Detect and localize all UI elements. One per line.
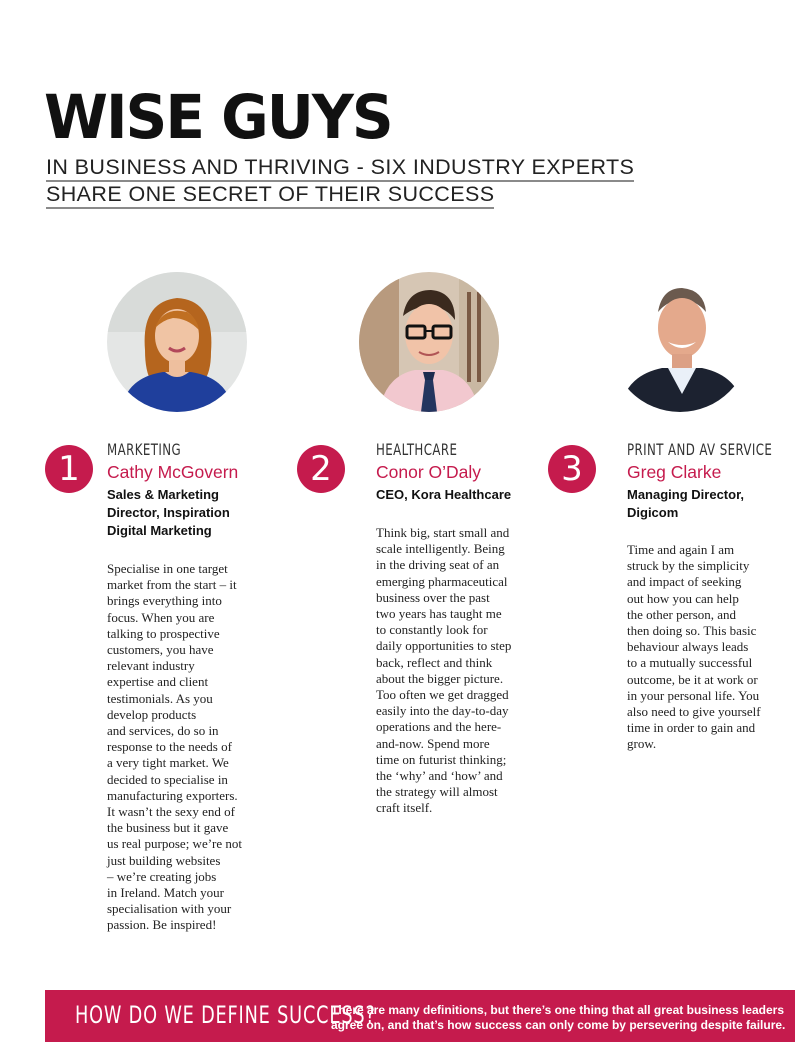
quote-line: in your personal life. You <box>627 687 760 703</box>
expert-industry: PRINT AND AV SERVICE <box>627 440 773 459</box>
expert-name: Cathy McGovern <box>107 462 239 482</box>
expert-role: Sales & Marketing Director, Inspiration Digital Marketing <box>107 487 230 538</box>
quote-line: time in order to gain and <box>627 720 756 736</box>
quote-line: outcome, be it at work or <box>627 671 758 687</box>
portrait-greg-clarke <box>610 272 750 412</box>
expert-quote <box>107 561 242 934</box>
expert-number-badge: 2 <box>297 445 345 493</box>
quote-line: emerging pharmaceutical <box>376 573 508 589</box>
quote-line: grow. <box>627 736 657 752</box>
quote-line: the business but it gave <box>107 820 229 836</box>
quote-line: easily into the day-to-day <box>376 703 509 719</box>
quote-line: – we’re creating jobs <box>107 868 217 884</box>
quote-line: operations and the here- <box>376 719 502 735</box>
quote-line: develop products <box>107 706 197 722</box>
quote-line: to constantly look for <box>376 622 488 638</box>
success-banner <box>45 990 795 1042</box>
quote-line: customers, you have <box>107 642 214 658</box>
quote-line: expertise and client <box>107 674 209 690</box>
quote-line: focus. When you are <box>107 609 215 625</box>
quote-line: decided to specialise in <box>107 771 228 787</box>
expert-name: Conor O’Daly <box>376 462 482 482</box>
quote-line: also need to give yourself <box>627 704 761 720</box>
quote-line: Think big, start small and <box>376 525 510 540</box>
expert-number-badge: 3 <box>548 445 596 493</box>
quote-line: us real purpose; we’re not <box>107 836 243 852</box>
quote-line: specialisation with your <box>107 901 232 917</box>
quote-line: two years has taught me <box>376 606 502 622</box>
expert-number-badge: 1 <box>45 445 93 493</box>
quote-line: Specialise in one target <box>107 561 228 576</box>
quote-line: back, reflect and think <box>376 654 493 670</box>
expert-industry: HEALTHCARE <box>376 440 458 459</box>
quote-line: testimonials. As you <box>107 690 213 706</box>
quote-line: behaviour always leads <box>627 639 749 655</box>
quote-line: just building websites <box>107 852 221 868</box>
page-title: WISE GUYS <box>44 81 392 153</box>
quote-line: It wasn’t the sexy end of <box>107 804 235 820</box>
portrait-conor-odaly <box>359 272 499 412</box>
quote-line: about the bigger picture. <box>376 670 504 686</box>
quote-line: in Ireland. Match your <box>107 885 224 901</box>
quote-line: struck by the simplicity <box>627 558 750 574</box>
subtitle-line-1: IN BUSINESS AND THRIVING - SIX INDUSTRY EXPERTS <box>46 154 634 182</box>
quote-line: business over the past <box>376 589 490 605</box>
quote-line: craft itself. <box>376 800 433 816</box>
expert-quote <box>376 525 511 817</box>
banner-question: HOW DO WE DEFINE SUCCESS? <box>75 1001 376 1029</box>
quote-line: Too often we get dragged <box>376 687 509 703</box>
quote-line: time on futurist thinking; <box>376 751 507 767</box>
quote-line: scale intelligently. Being <box>376 541 505 557</box>
quote-line: passion. Be inspired! <box>107 917 217 933</box>
quote-line: the strategy will almost <box>376 784 498 800</box>
banner-text: There are many definitions, but there’s one thing that all great business leaders agree on, and that’s how success can only come by persevering despite failure. <box>331 1003 786 1032</box>
quote-line: market from the start – it <box>107 577 237 593</box>
quote-line: the ‘why’ and ‘how’ and <box>376 768 503 784</box>
quote-line: and services, do so in <box>107 723 219 739</box>
quote-line: and impact of seeking <box>627 574 742 590</box>
subtitle-line-2: SHARE ONE SECRET OF THEIR SUCCESS <box>46 181 494 209</box>
quote-line: Time and again I am <box>627 542 735 557</box>
quote-line: brings everything into <box>107 593 222 609</box>
expert-quote <box>627 542 761 753</box>
quote-line: the other person, and <box>627 606 737 622</box>
quote-line: a very tight market. We <box>107 755 229 771</box>
quote-line: then doing so. This basic <box>627 623 757 639</box>
quote-line: out how you can help <box>627 590 739 606</box>
expert-role: CEO, Kora Healthcare <box>376 487 512 502</box>
portrait-cathy-mcgovern <box>107 272 247 412</box>
quote-line: and-now. Spend more <box>376 735 490 751</box>
quote-line: to a mutually successful <box>627 655 753 671</box>
quote-line: manufacturing exporters. <box>107 787 238 803</box>
quote-line: daily opportunities to step <box>376 638 512 654</box>
expert-industry: MARKETING <box>107 440 182 459</box>
quote-line: talking to prospective <box>107 625 220 641</box>
quote-line: in the driving seat of an <box>376 557 500 573</box>
expert-role: Managing Director, Digicom <box>627 487 745 520</box>
quote-line: relevant industry <box>107 658 195 674</box>
quote-line: response to the needs of <box>107 739 232 755</box>
expert-name: Greg Clarke <box>627 462 722 482</box>
